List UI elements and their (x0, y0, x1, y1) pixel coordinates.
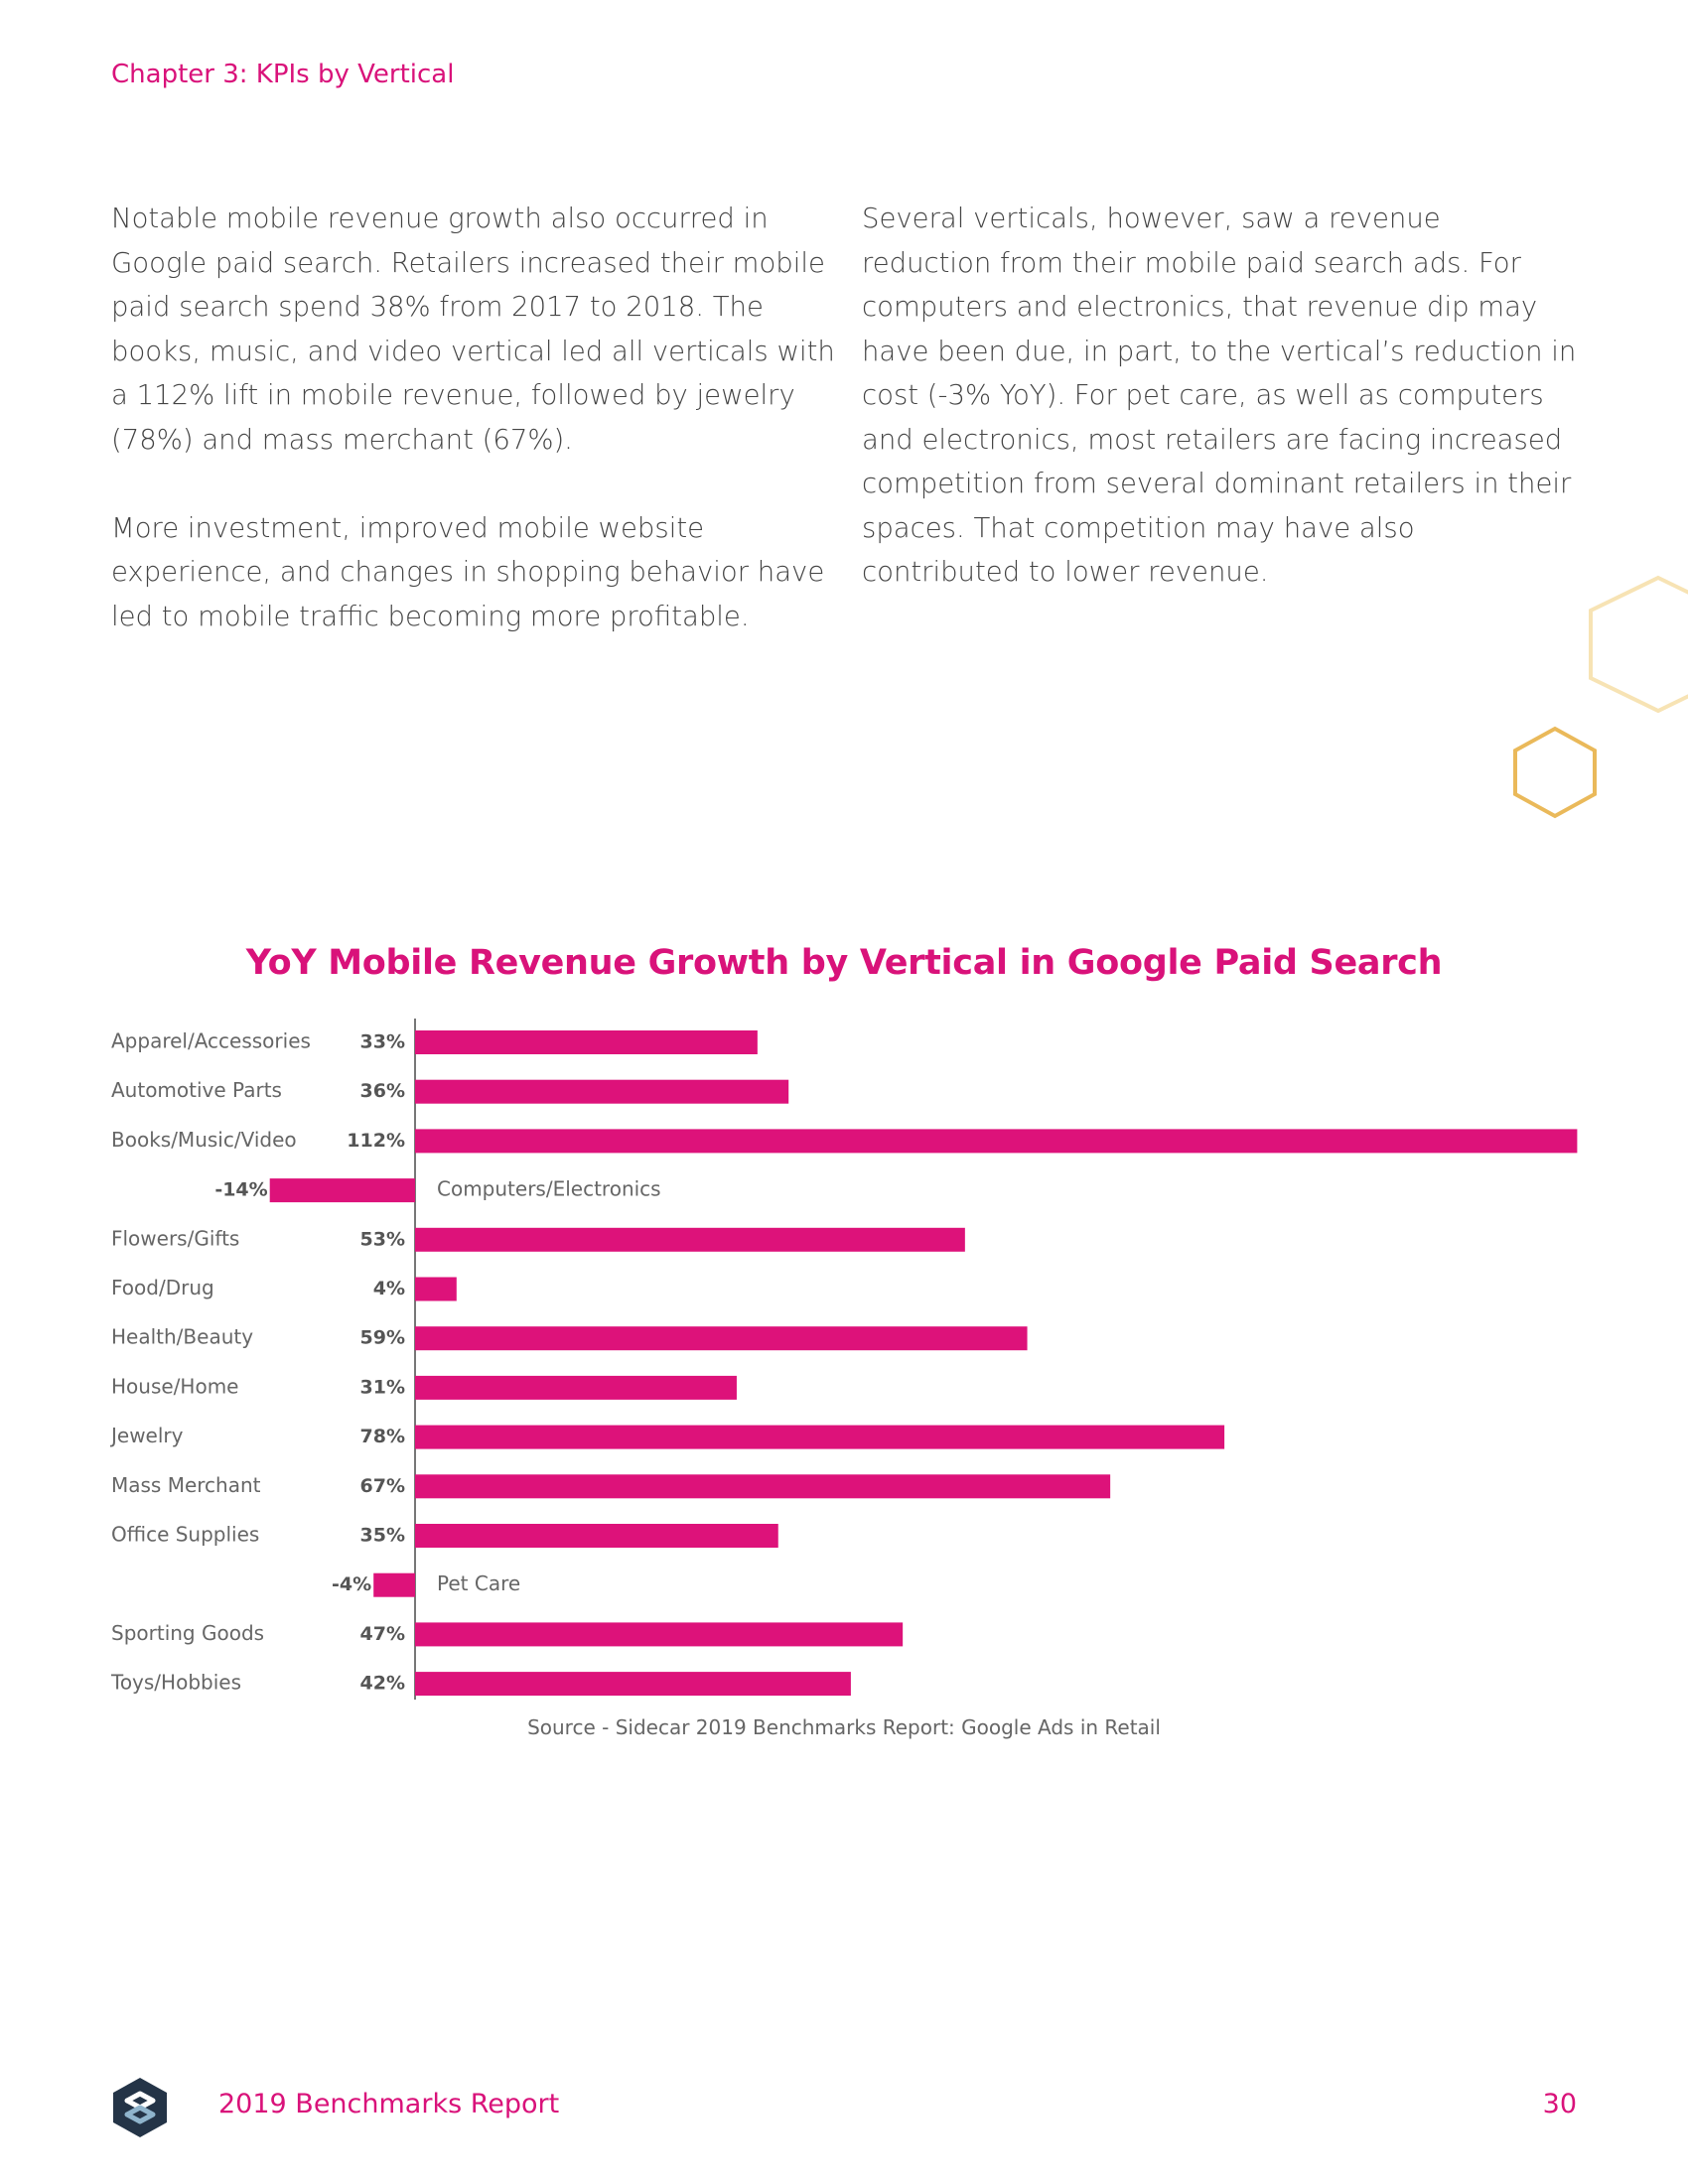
body-column-left (111, 197, 836, 683)
category-label: Pet Care (437, 1571, 521, 1596)
category-label: Mass Merchant (111, 1472, 261, 1497)
bar-value-label: 35% (359, 1524, 405, 1547)
bar (415, 1030, 758, 1054)
category-label: Computers/Electronics (437, 1176, 661, 1201)
bar (415, 1326, 1028, 1350)
bar-value-label: 31% (359, 1376, 405, 1399)
paragraph: Several verticals, however, saw a revenue reduction from their mobile paid search ads. For computers and electronics, that revenue dip may have been due, in part, to the vertical’s reduction in cost (-3% YoY). For pet care, as well as computers and electronics, most retailers are facing increased competition from several dominant retailers in their spaces. That competition may have also contributed to lower revenue. (862, 203, 1577, 588)
page-number: 30 (1542, 2089, 1577, 2119)
bar (415, 1426, 1224, 1449)
category-label: House/Home (111, 1374, 239, 1399)
bar-value-label: 78% (359, 1426, 405, 1448)
bar-value-label: 67% (359, 1474, 405, 1497)
bar (415, 1524, 778, 1548)
body-column-right (862, 197, 1577, 638)
chapter-heading: Chapter 3: KPIs by Vertical (111, 60, 455, 89)
bar-value-label: 53% (359, 1228, 405, 1251)
bar-value-label: -4% (332, 1573, 372, 1596)
bar-value-label: 47% (359, 1622, 405, 1645)
paragraph: Notable mobile revenue growth also occurred in Google paid search. Retailers increased their mobile paid search spend 38% from 2017 to 2018. The books, music, and video vertical led all verticals with a 112% lift in mobile revenue, followed by jewelry (78%) and mass merchant (67%). (111, 203, 835, 456)
hexagon-decoration-dark-icon (1509, 725, 1601, 820)
bar-value-label: 36% (359, 1080, 405, 1103)
paragraph: More investment, improved mobile website experience, and changes in shopping behavior have led to mobile traffic becoming more profitable. (111, 511, 825, 632)
footer-report-title: 2019 Benchmarks Report (218, 2089, 560, 2119)
bar-value-label: 59% (359, 1326, 405, 1349)
sidecar-logo-icon (109, 2075, 171, 2140)
bar (270, 1178, 415, 1202)
bar-value-label: 42% (359, 1672, 405, 1695)
bar (415, 1474, 1110, 1498)
bar (415, 1278, 457, 1301)
category-label: Health/Beauty (111, 1324, 254, 1349)
bar-value-label: -14% (214, 1178, 268, 1201)
category-label: Jewelry (111, 1424, 184, 1448)
hexagon-decoration-light-icon (1577, 574, 1688, 715)
revenue-growth-bar-chart (0, 1013, 1688, 1707)
bar (415, 1080, 788, 1104)
bar (415, 1622, 903, 1646)
bar (415, 1228, 965, 1252)
category-label: Toys/Hobbies (111, 1670, 241, 1695)
bar (415, 1672, 851, 1696)
bar-value-label: 4% (372, 1278, 405, 1299)
category-label: Books/Music/Video (111, 1127, 297, 1152)
bar (415, 1129, 1577, 1153)
category-label: Flowers/Gifts (111, 1226, 240, 1251)
bar-value-label: 112% (347, 1129, 405, 1152)
category-label: Automotive Parts (111, 1078, 282, 1103)
bar (415, 1376, 737, 1400)
chart-title: YoY Mobile Revenue Growth by Vertical in Google Paid Search (245, 943, 1443, 983)
category-label: Apparel/Accessories (111, 1028, 311, 1053)
chart-source: Source - Sidecar 2019 Benchmarks Report: Google Ads in Retail (527, 1715, 1161, 1739)
category-label: Office Supplies (111, 1522, 260, 1547)
bar (373, 1573, 415, 1597)
category-label: Sporting Goods (111, 1620, 265, 1645)
category-label: Food/Drug (111, 1276, 214, 1299)
bar-value-label: 33% (359, 1030, 405, 1053)
